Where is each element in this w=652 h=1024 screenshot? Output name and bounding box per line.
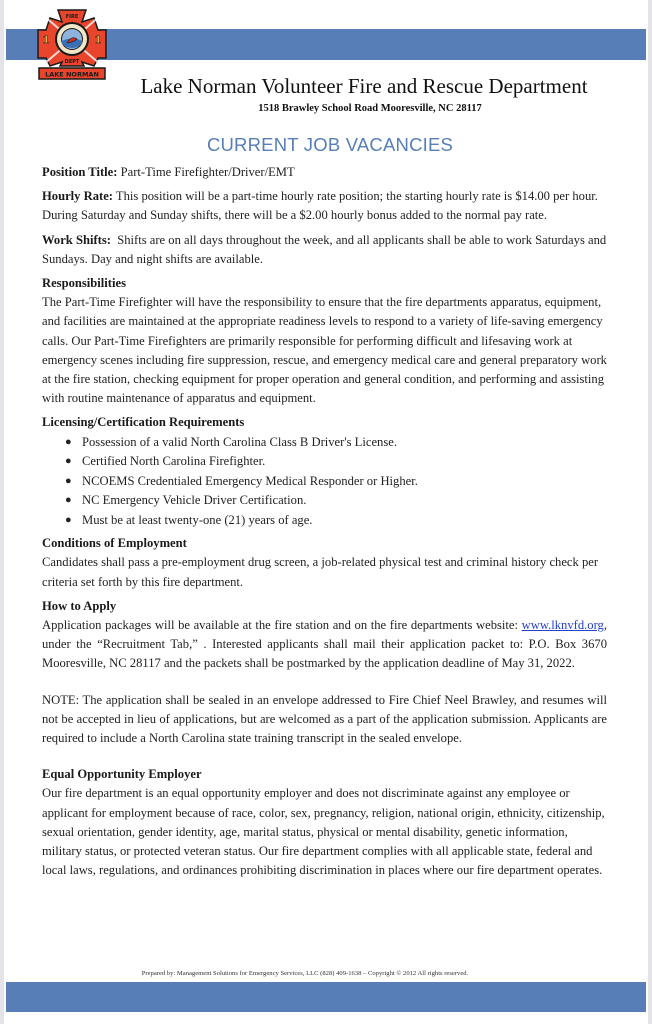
page-edge-right: [648, 0, 652, 1024]
fire-department-logo: [36, 8, 108, 80]
bullet-icon: ●: [65, 474, 72, 487]
footer-band: [6, 982, 646, 1012]
list-item: [65, 452, 607, 472]
organization-title: Lake Norman Volunteer Fire and Rescue Department: [140, 74, 588, 98]
page-heading: CURRENT JOB VACANCIES: [206, 134, 454, 155]
list-item-text: Must be at least twenty-one (21) years of age.: [82, 512, 313, 527]
list-item-text: Possession of a valid North Carolina Class B Driver's License.: [82, 434, 397, 449]
conditions-text: Candidates shall pass a pre-employment drug screen, a job-related physical test and criminal history check per criteria set forth by this fire department.: [42, 555, 599, 589]
equal-opportunity-text: Our fire department is an equal opportunity employer and does not discriminate against any employee or applicant for employment because of race, color, sex, pregnancy, religion, national origin, ethnicity, citizenship, sexual orientation, gender identity, age, marital status, physical or mental disability, genetic information, military status, or protected veteran status. Our fire department complies with all applicable state, federal and local laws, regulations, and ordinances prohibiting discrimination in places where our fire department operates.: [42, 786, 605, 878]
how-to-apply-intro: Application packages will be available at the fire station and on the fire departments website:: [42, 617, 522, 632]
page-edge-left: [0, 0, 4, 1024]
list-item: [65, 511, 607, 531]
list-item-text: NCOEMS Credentialed Emergency Medical Responder or Higher.: [82, 473, 418, 488]
organization-address: 1518 Brawley School Road Mooresville, NC 28117: [258, 103, 482, 114]
conditions-title: Conditions of Employment: [42, 536, 187, 551]
logo-right-numeral: 1: [94, 35, 102, 46]
how-to-apply-text: [42, 616, 607, 674]
licensing-title: Licensing/Certification Requirements: [42, 415, 245, 430]
list-item: [65, 491, 607, 511]
logo-banner-text: LAKE NORMAN: [45, 70, 99, 79]
how-to-apply-title: How to Apply: [42, 598, 117, 613]
website-link[interactable]: www.lknvfd.org: [521, 617, 604, 632]
responsibilities-title: Responsibilities: [42, 276, 126, 291]
hourly-rate-value: This position will be a part-time hourly rate position; the starting hourly rate is $14.00 per hour. During Saturday and Sunday shifts, there will be a $2.00 hourly bonus added to the normal pay rate.: [42, 189, 598, 223]
logo-bottom-text: DEPT: [64, 59, 80, 65]
list-item-text: NC Emergency Vehicle Driver Certification.: [82, 493, 307, 508]
position-title-label: Position Title:: [42, 165, 118, 179]
fire-department-maltese-cross-logo-icon: [36, 8, 108, 80]
list-item: [65, 433, 607, 453]
work-shifts-label: Work Shifts:: [42, 232, 111, 247]
logo-top-text: FIRE: [65, 14, 79, 20]
work-shifts-value: Shifts are on all days throughout the week, and all applicants shall be able to work Saturdays and Sundays. Day and night shifts are available.: [42, 232, 607, 266]
hourly-rate-label: Hourly Rate:: [42, 189, 113, 204]
bullet-icon: ●: [65, 494, 72, 507]
how-to-apply-details: , under the “Recruitment Tab,” . Interested applicants shall mail their application packet to: P.O. Box 3670 Mooresville, NC 28117 and the packets shall be postmarked by the application deadline of May 31, 2022.: [42, 617, 607, 671]
list-item: [65, 472, 607, 492]
responsibilities-text: The Part-Time Firefighter will have the responsibility to ensure that the fire departments apparatus, equipment, and facilities are maintained at the appropriate readiness levels to respond to a variety of life-saving emergency calls. Our Part-Time Firefighters are primarily responsible for performing difficult and lifesaving work at emergency scenes including fire suppression, rescue, and emergency medical care and general preparatory work at the fire station, checking equipment for proper operation and general condition, and performing and assisting with routine maintenance of apparatus and equipment.: [42, 295, 607, 406]
bullet-icon: ●: [65, 455, 72, 468]
position-title-section: [42, 163, 607, 182]
logo-left-numeral: 1: [42, 35, 50, 46]
list-item-text: Certified North Carolina Firefighter.: [82, 454, 266, 469]
bullet-icon: ●: [65, 435, 72, 448]
document-body: [42, 163, 607, 885]
bullet-icon: ●: [65, 513, 72, 526]
licensing-requirements-list: [42, 433, 607, 531]
work-shifts-section: [42, 231, 607, 269]
application-note: NOTE: The application shall be sealed in an envelope addressed to Fire Chief Neel Brawley, and resumes will not be accepted in lieu of applications, but are welcomed as a part of the application submission. Applicants are required to include a North Carolina state training transcript in the sealed envelope.: [42, 692, 607, 745]
hourly-rate-section: [42, 187, 607, 225]
equal-opportunity-title: Equal Opportunity Employer: [42, 767, 202, 782]
footer-copyright: Prepared by: Management Solutions for Emergency Services, LLC (828) 409-1638 – Copyright © 2012 All rights reserved.: [141, 970, 469, 977]
position-title-value: Part-Time Firefighter/Driver/EMT: [120, 165, 295, 179]
